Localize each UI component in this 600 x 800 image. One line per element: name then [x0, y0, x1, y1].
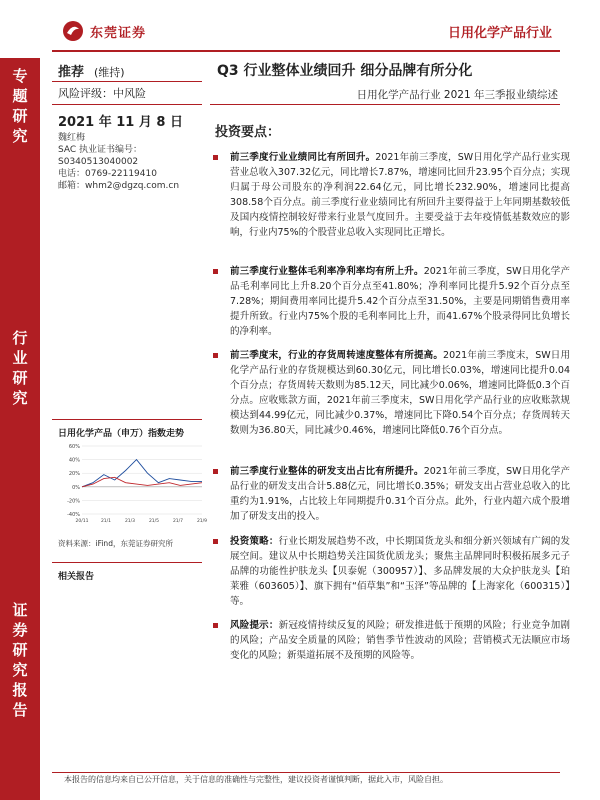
footer-divider	[52, 772, 560, 773]
analyst-license: SAC 执业证书编号：	[58, 145, 143, 155]
chart-x-tick: 21/7	[172, 519, 184, 524]
analyst-name: 魏红梅	[58, 133, 86, 143]
related-divider	[52, 562, 202, 563]
chart-y-tick: -20%	[67, 498, 80, 505]
meta-divider	[52, 81, 202, 82]
footer-disclaimer: 本报告的信息均来自已公开信息，关于信息的准确性与完整性，建议投资者谨慎判断，据此入市，风险自担。	[64, 775, 448, 784]
header-divider	[52, 50, 560, 52]
analyst-phone: 电话：0769-22119410	[58, 169, 157, 179]
risk-rating: 风险评级：中风险	[58, 87, 146, 100]
analyst-license-no: S0340513040002	[58, 157, 139, 167]
chart-y-tick: 0%	[72, 484, 80, 491]
bullet-marker-icon	[213, 539, 218, 544]
analyst-info	[58, 132, 179, 192]
rating-label: 推荐	[58, 65, 85, 80]
point-text: 2021年前三季度，SW日用化学产品行业的研发支出合计5.88亿元，同比增长0.35%；研发支出占营业总收入的比重约为1.91%，占比较上年同期提升0.31个百分点。此外，行业内超六成个股增加了研发支出的投入。	[230, 466, 570, 522]
chart-y-tick: 20%	[68, 471, 80, 478]
analyst-email[interactable]: 邮箱：whm2@dgzq.com.cn	[58, 181, 180, 191]
point-text: 新冠疫情持续反复的风险；研发推进低于预期的风险；行业竞争加剧的风险；产品安全质量的风险；销售季节性波动的风险；营销模式无法顺应市场变化的风险；新渠道拓展不及预期的风险等。	[230, 620, 570, 661]
sidebar-section-industry: 行 业 研 究	[12, 329, 28, 407]
brand-logo	[62, 20, 146, 42]
brand-name: 东莞证券	[90, 25, 147, 41]
chart-divider	[52, 419, 202, 420]
point-lead: 前三季度行业业绩同比有所回升。	[230, 152, 376, 163]
bullet-marker-icon	[213, 353, 218, 358]
point-text: 行业长期发展趋势不改，中长期国货龙头和细分新兴领域有广阔的发展空间。建议从中长期趋势关注国货优质龙头；聚焦主品牌同时积极拓展多元子品牌的功能性护肤龙头【贝泰妮（300957）】、多品牌发展的大众护肤龙头【珀莱雅（603605）】、旗下拥有“佰草集”和“玉泽”等品牌的【上海家化（600315）】等。	[230, 536, 570, 607]
sidebar-section-special: 专 题 研 究	[12, 67, 28, 145]
chart-y-tick: -40%	[67, 512, 80, 518]
chart-x-tick: 21/1	[100, 519, 112, 524]
point-lead: 前三季度行业整体的研发支出占比有所提升。	[230, 466, 424, 477]
point-lead: 前三季度行业整体毛利率净利率均有所上升。	[230, 266, 424, 277]
chart-x-tick: 20/11	[75, 519, 89, 524]
point-item	[210, 534, 570, 609]
sidebar	[0, 58, 40, 800]
rating	[58, 61, 125, 80]
chart-series-line	[82, 477, 202, 487]
sector-tag: 日用化学产品行业	[447, 26, 552, 41]
report-subtitle: 日用化学产品行业 2021 年三季报业绩综述	[356, 89, 558, 101]
point-item	[210, 618, 570, 663]
point-lead: 前三季度末，行业的存货周转速度整体有所提高。	[230, 350, 444, 361]
page-header	[0, 0, 600, 58]
index-chart	[58, 440, 206, 530]
bullet-marker-icon	[213, 269, 218, 274]
point-item	[210, 464, 570, 524]
points-heading: 投资要点：	[215, 125, 281, 140]
chart-svg	[58, 440, 206, 530]
point-lead: 风险提示：	[230, 620, 279, 631]
chart-source: 资料来源：iFind，东莞证券研究所	[58, 539, 173, 548]
point-text: 2021年前三季度，SW日用化学产品毛利率同比上升8.20个百分点至41.80%；净利率同比提升5.92个百分点至7.28%；期间费用率同比提升5.42个百分点至31.50%，主要是同期销售费用率提升所致。行业内75%个股的毛利率同比上升，而41.67%个股录得同比负增长的净利率。	[230, 266, 570, 337]
point-item	[210, 264, 570, 339]
point-item	[210, 150, 570, 240]
chart-y-tick: 40%	[68, 457, 80, 464]
point-text: 2021年前三季度末，SW日用化学产品行业的存货规模达到60.30亿元，同比增长0.03%，增速同比提升0.04个百分点；存货周转天数则为85.12天，同比减少0.06%，增速同比降低0.3个百分点。应收账款方面，2021年前三季度末，SW日用化学产品行业的应收账款规模达到44.99亿元，同比减少0.37%，增速同比下降0.54个百分点；存货周转天数则为36.80天，同比减少0.46%，增速同比降低0.76个百分点。	[230, 350, 570, 436]
related-reports-heading: 相关报告	[58, 572, 95, 582]
chart-y-tick: 60%	[68, 444, 80, 450]
meta-divider	[52, 104, 202, 105]
rating-note: (维持)	[94, 66, 125, 79]
sidebar-section-report: 证 券 研 究 报 告	[12, 601, 28, 719]
chart-x-tick: 21/5	[148, 519, 160, 524]
point-item	[210, 348, 570, 438]
point-text: 2021年前三季度，SW日用化学产品行业实现营业总收入307.32亿元，同比增长7.87%，增速同比回升23.95个百分点；实现归属于母公司股东的净利润22.64亿元，同比增长232.90%，增速同比提高308.58个百分点。前三季度行业业绩同比有所回升主要得益于上年同期基数较低及国内疫情控制较好带来行业景气度回升。主要受益于去年疫情低基数效应的影响，行业内75%的个股营业总收入实现同比正增长。	[230, 152, 570, 238]
bullet-marker-icon	[213, 469, 218, 474]
title-divider	[210, 104, 560, 105]
chart-x-tick: 21/9	[196, 519, 208, 524]
report-date: 2021 年 11 月 8 日	[58, 115, 183, 130]
chart-title: 日用化学产品（申万）指数走势	[58, 429, 185, 439]
brand-mark-icon	[62, 20, 84, 42]
chart-x-tick: 21/3	[124, 519, 136, 524]
report-title: Q3 行业整体业绩回升 细分品牌有所分化	[217, 63, 473, 79]
point-lead: 投资策略：	[230, 536, 279, 547]
bullet-marker-icon	[213, 623, 218, 628]
bullet-marker-icon	[213, 155, 218, 160]
